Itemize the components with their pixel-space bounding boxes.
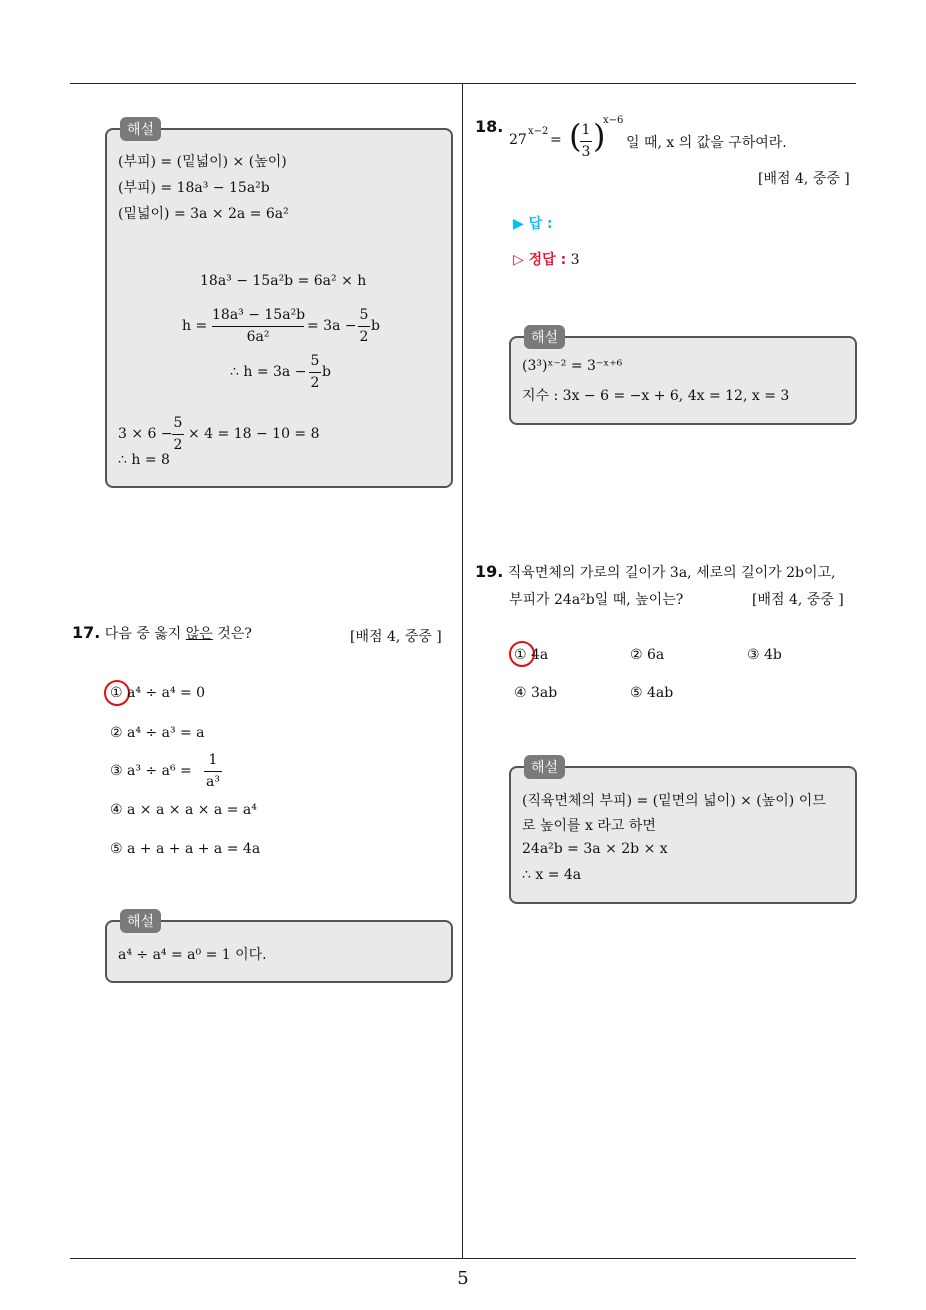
fraction-bar bbox=[212, 326, 304, 327]
question-number: 17. bbox=[72, 623, 101, 642]
answer-label[interactable]: ▶ 답 : bbox=[513, 216, 553, 232]
correct-answer bbox=[513, 249, 580, 269]
equation-rhs: b bbox=[322, 364, 331, 380]
solution-tag: 해설 bbox=[120, 117, 161, 141]
fraction-numerator: 1 bbox=[581, 122, 591, 138]
question-17 bbox=[72, 623, 252, 643]
option-5[interactable]: ⑤ a + a + a + a = 4a bbox=[110, 841, 261, 857]
equals: = bbox=[550, 132, 562, 148]
bottom-rule bbox=[70, 1258, 856, 1259]
fraction-bar bbox=[580, 141, 592, 142]
equation-lhs: ∴ h = 3a − bbox=[230, 364, 307, 380]
option-5[interactable]: ⑤ 4ab bbox=[630, 685, 674, 701]
solution-line: 24a²b = 3a × 2b × x bbox=[522, 841, 668, 857]
exponent: x−6 bbox=[603, 115, 624, 126]
fraction-numerator: 1 bbox=[208, 752, 218, 768]
option-2[interactable]: ② 6a bbox=[630, 647, 665, 663]
solution-line: ∴ h = 8 bbox=[118, 452, 170, 468]
score-label: [배점 4, 중중 ] bbox=[350, 629, 442, 645]
solution-box-18 bbox=[509, 336, 857, 425]
solution-line: (직육면체의 부피) = (밑면의 넓이) × (높이) 이므 bbox=[522, 793, 826, 809]
solution-line: (밑넓이) = 3a × 2a = 6a² bbox=[118, 206, 289, 222]
top-rule bbox=[70, 83, 856, 84]
question-18-base: 27 bbox=[509, 132, 527, 148]
score-label: [배점 4, 중중 ] bbox=[758, 171, 850, 187]
option-2[interactable]: ② a⁴ ÷ a³ = a bbox=[110, 725, 205, 741]
fraction-denominator: 2 bbox=[359, 329, 369, 345]
fraction-denominator: 2 bbox=[310, 375, 320, 391]
question-text: 다음 중 옳지 bbox=[104, 626, 186, 642]
solution-line: 지수 : 3x − 6 = −x + 6, 4x = 12, x = 3 bbox=[522, 388, 790, 404]
question-text-underlined: 않은 bbox=[185, 626, 213, 642]
solution-box-19 bbox=[509, 766, 857, 904]
solution-line: 로 높이를 x 라고 하면 bbox=[522, 818, 656, 834]
correct-label: ▷ 정답 : bbox=[513, 252, 567, 268]
solution-line: (부피) = (밑넓이) × (높이) bbox=[118, 154, 287, 170]
solution-line: a⁴ ÷ a⁴ = a⁰ = 1 이다. bbox=[118, 947, 267, 963]
option-1[interactable]: ① a⁴ ÷ a⁴ = 0 bbox=[110, 685, 206, 701]
fraction-bar bbox=[172, 434, 184, 435]
correct-value: 3 bbox=[570, 252, 580, 268]
paren-open: ( bbox=[569, 117, 582, 155]
fraction-denominator: 3 bbox=[581, 144, 591, 160]
option-3[interactable]: ③ a³ ÷ a⁶ = bbox=[110, 763, 192, 779]
question-text: 직육면체의 가로의 길이가 3a, 세로의 길이가 2b이고, bbox=[507, 565, 836, 581]
equation-rhs: b bbox=[371, 318, 380, 334]
question-text: 일 때, x 의 값을 구하여라. bbox=[626, 135, 787, 151]
fraction-numerator: 5 bbox=[310, 353, 320, 369]
solution-tag: 해설 bbox=[524, 325, 565, 349]
option-1[interactable]: ① 4a bbox=[514, 647, 549, 663]
paren-close: ) bbox=[593, 117, 606, 155]
solution-tag: 해설 bbox=[120, 909, 161, 933]
solution-line: (3³)ˣ⁻² = 3⁻ˣ⁺⁶ bbox=[522, 358, 623, 374]
solution-line: ∴ x = 4a bbox=[522, 867, 582, 883]
question-19 bbox=[475, 562, 835, 582]
option-4[interactable]: ④ a × a × a × a = a⁴ bbox=[110, 802, 257, 818]
equation-rhs: = 3a − bbox=[307, 318, 357, 334]
fraction-denominator: 2 bbox=[173, 437, 183, 453]
question-text: 부피가 24a²b일 때, 높이는? bbox=[509, 592, 684, 608]
equation-lhs: h = bbox=[182, 318, 208, 334]
solution-line: 3 × 6 − bbox=[118, 426, 173, 442]
fraction-denominator: a³ bbox=[206, 774, 220, 790]
exponent: x−2 bbox=[528, 126, 549, 137]
column-divider bbox=[462, 84, 463, 1258]
fraction-bar bbox=[358, 326, 370, 327]
fraction-numerator: 18a³ − 15a²b bbox=[212, 307, 306, 323]
solution-line: (부피) = 18a³ − 15a²b bbox=[118, 180, 270, 196]
option-4[interactable]: ④ 3ab bbox=[514, 685, 558, 701]
score-label: [배점 4, 중중 ] bbox=[752, 592, 844, 608]
page-number: 5 bbox=[457, 1268, 469, 1289]
question-number: 18. bbox=[475, 117, 504, 136]
solution-tag: 해설 bbox=[524, 755, 565, 779]
option-3[interactable]: ③ 4b bbox=[747, 647, 782, 663]
fraction-denominator: 6a² bbox=[246, 329, 270, 345]
question-number: 19. bbox=[475, 562, 504, 581]
fraction-numerator: 5 bbox=[173, 415, 183, 431]
fraction-bar bbox=[204, 771, 222, 772]
question-text: 것은? bbox=[212, 626, 252, 642]
solution-line: × 4 = 18 − 10 = 8 bbox=[188, 426, 320, 442]
fraction-numerator: 5 bbox=[359, 307, 369, 323]
fraction-bar bbox=[309, 372, 321, 373]
equation-line: 18a³ − 15a²b = 6a² × h bbox=[200, 273, 367, 289]
